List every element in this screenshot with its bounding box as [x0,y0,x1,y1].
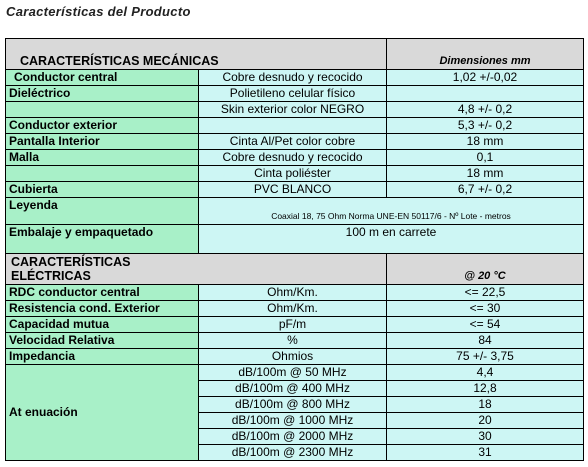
row-value: 0,1 [387,150,584,166]
row-desc: Cinta Al/Pet color cobre [199,134,387,150]
row-label: Capacidad mutua [6,317,199,333]
temp-header: @ 20 °C [387,254,584,285]
row-label: RDC conductor central [6,285,199,301]
attenuation-value: 20 [387,413,584,429]
embalaje-text: 100 m en carrete [199,225,584,254]
row-label: Conductor exterior [6,118,199,134]
row-value: 1,02 +/-0,02 [387,70,584,86]
row-value: 75 +/- 3,75 [387,349,584,365]
row-desc: Cobre desnudo y recocido [199,70,387,86]
row-label: Conductor central [6,70,199,86]
table-row [6,70,584,86]
table-row [6,86,584,102]
row-value: <= 30 [387,301,584,317]
table-row [6,118,584,134]
table-row [6,333,584,349]
table-row [6,349,584,365]
attenuation-freq: dB/100m @ 400 MHz [199,381,387,397]
row-value: <= 54 [387,317,584,333]
row-desc: Cobre desnudo y recocido [199,150,387,166]
row-value: 4,8 +/- 0,2 [387,102,584,118]
attenuation-freq: dB/100m @ 2300 MHz [199,445,387,461]
row-value: <= 22,5 [387,285,584,301]
table-row [6,102,584,118]
attenuation-value: 4,4 [387,365,584,381]
units-header: Dimensiones mm [387,39,584,70]
row-label: Pantalla Interior [6,134,199,150]
table-row [6,166,584,182]
row-value: 5,3 +/- 0,2 [387,118,584,134]
row-label: Resistencia cond. Exterior [6,301,199,317]
embalaje-row [6,225,584,254]
row-value: 18 mm [387,134,584,150]
row-label: Cubierta [6,182,199,198]
attenuation-freq: dB/100m @ 1000 MHz [199,413,387,429]
row-desc: Skin exterior color NEGRO [199,102,387,118]
row-label: Velocidad Relativa [6,333,199,349]
table-row [6,317,584,333]
leyenda-text: Coaxial 18, 75 Ohm Norma UNE-EN 50117/6 - Nº Lote - metros [199,198,584,225]
row-value [387,86,584,102]
embalaje-label: Embalaje y empaquetado [6,225,199,254]
row-label [6,166,199,182]
row-desc [199,118,387,134]
attenuation-freq: dB/100m @ 2000 MHz [199,429,387,445]
attenuation-value: 31 [387,445,584,461]
electrical-header-line1: CARACTERÍSTICAS [11,255,131,269]
leyenda-label: Leyenda [6,198,199,225]
row-label: Impedancia [6,349,199,365]
table-row [6,182,584,198]
table-row [6,150,584,166]
page-title: Características del Producto [6,4,191,19]
row-label [6,102,199,118]
table-row [6,134,584,150]
leyenda-row [6,198,584,225]
attenuation-value: 30 [387,429,584,445]
spec-table [5,38,584,461]
row-unit: pF/m [199,317,387,333]
row-unit: Ohm/Km. [199,301,387,317]
mechanical-header-row [6,39,584,70]
row-value: 6,7 +/- 0,2 [387,182,584,198]
row-value: 84 [387,333,584,349]
attenuation-label: At enuación [6,365,199,461]
row-desc: Cinta poliéster [199,166,387,182]
attenuation-value: 12,8 [387,381,584,397]
attenuation-row [6,365,584,381]
attenuation-value: 18 [387,397,584,413]
row-desc: Polietileno celular físico [199,86,387,102]
electrical-header [6,254,387,285]
table-row [6,301,584,317]
row-label: Dieléctrico [6,86,199,102]
row-unit: Ohmios [199,349,387,365]
row-desc: PVC BLANCO [199,182,387,198]
row-unit: % [199,333,387,349]
row-value: 18 mm [387,166,584,182]
row-label: Malla [6,150,199,166]
electrical-header-line2: ELÉCTRICAS [11,269,91,283]
attenuation-freq: dB/100m @ 800 MHz [199,397,387,413]
attenuation-freq: dB/100m @ 50 MHz [199,365,387,381]
electrical-header-row [6,254,584,285]
row-unit: Ohm/Km. [199,285,387,301]
mechanical-header: CARACTERÍSTICAS MECÁNICAS [6,39,387,70]
table-row [6,285,584,301]
